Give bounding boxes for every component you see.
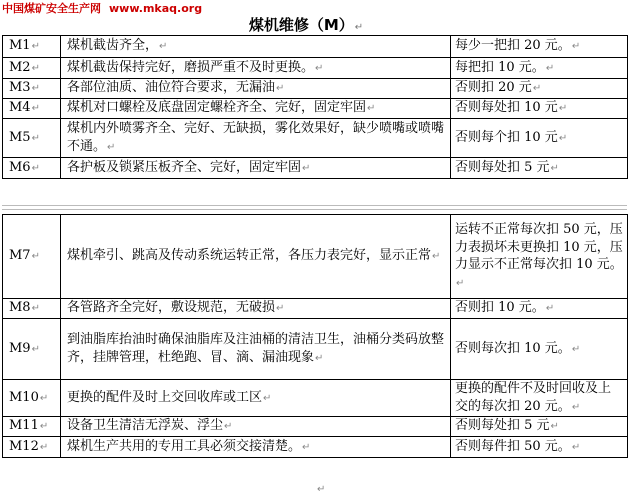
table-row <box>3 119 628 158</box>
paragraph-mark-icon: ↵ <box>224 421 233 433</box>
requirement-cell <box>61 79 451 99</box>
requirement-cell-text: 更换的配件及时上交回收库或工区 <box>67 389 263 405</box>
penalty-cell-text: 每少一把扣 20 元。 <box>455 38 571 54</box>
code-cell-text: M12 <box>9 438 39 454</box>
table-row <box>3 319 628 380</box>
page-divider <box>2 209 627 210</box>
penalty-cell-text: 否则扣 10 元。 <box>455 300 545 316</box>
table-row <box>3 417 628 437</box>
requirement-cell-text: 各护板及锁紧压板齐全、完好，固定牢固 <box>67 159 302 175</box>
code-cell <box>3 417 61 437</box>
code-cell <box>3 99 61 119</box>
penalty-cell-text: 否则扣 20 元 <box>455 80 532 96</box>
code-cell <box>3 299 61 319</box>
code-cell-text: M6 <box>9 159 31 175</box>
code-cell <box>3 58 61 79</box>
requirement-cell-text: 煤机生产共用的专用工具必须交接清楚。 <box>67 438 302 454</box>
penalty-cell <box>451 58 628 79</box>
code-cell-text: M1 <box>9 38 31 54</box>
paragraph-mark-icon: ↵ <box>159 41 168 53</box>
code-cell <box>3 79 61 99</box>
code-cell <box>3 380 61 417</box>
requirement-cell-text: 煤机对口螺栓及底盘固定螺栓齐全、完好，固定牢固 <box>67 100 367 116</box>
code-cell-text: M8 <box>9 300 31 316</box>
penalty-cell <box>451 158 628 179</box>
table-row <box>3 437 628 458</box>
paragraph-mark-icon: ↵ <box>571 401 581 413</box>
penalty-cell-text: 否则每处扣 5 元 <box>455 418 550 434</box>
paragraph-mark-icon: ↵ <box>302 441 311 453</box>
paragraph-mark-icon: ↵ <box>276 303 285 315</box>
penalty-cell <box>451 36 628 58</box>
penalty-cell <box>451 119 628 158</box>
paragraph-mark-icon: ↵ <box>315 62 324 74</box>
table-row <box>3 158 628 179</box>
requirement-cell-text: 煤机牵引、跳高及传动系统运转正常，各压力表完好，显示正常 <box>67 248 432 264</box>
penalty-cell <box>451 99 628 119</box>
paragraph-mark-icon: ↵ <box>550 421 559 433</box>
penalty-cell-text: 每把扣 10 元。 <box>455 59 545 75</box>
paragraph-mark-icon: ↵ <box>31 41 40 53</box>
paragraph-mark-icon: ↵ <box>31 343 40 355</box>
code-cell-text: M2 <box>9 59 31 75</box>
requirement-cell-text: 煤机截齿保持完好，磨损严重不及时更换。 <box>67 59 315 75</box>
penalty-cell <box>451 79 628 99</box>
paragraph-mark-icon: ↵ <box>276 83 285 95</box>
requirement-cell <box>61 380 451 417</box>
requirement-cell <box>61 58 451 79</box>
paragraph-mark-icon: ↵ <box>31 251 40 263</box>
paragraph-mark-icon: ↵ <box>39 441 49 453</box>
paragraph-mark-icon: ↵ <box>571 41 581 53</box>
penalty-cell <box>451 319 628 380</box>
requirement-cell <box>61 119 451 158</box>
code-cell <box>3 215 61 299</box>
paragraph-mark-icon: ↵ <box>545 303 555 315</box>
paragraph-mark-icon: ↵ <box>545 62 555 74</box>
paragraph-mark-icon: ↵ <box>31 303 40 315</box>
paragraph-mark-icon: ↵ <box>31 162 40 174</box>
requirement-cell <box>61 437 451 458</box>
table-row <box>3 99 628 119</box>
penalty-cell-text: 否则每个扣 10 元 <box>455 129 558 145</box>
penalty-cell <box>451 417 628 437</box>
paragraph-mark-icon: ↵ <box>532 83 542 95</box>
code-cell-text: M11 <box>9 418 39 434</box>
penalty-cell-text: 更换的配件不及时回收及上交的每次扣 20 元。 <box>455 381 612 414</box>
paragraph-mark-icon: ↵ <box>315 352 324 364</box>
paragraph-mark-icon: ↵ <box>456 277 465 289</box>
penalty-cell <box>451 437 628 458</box>
paragraph-mark-icon: ↵ <box>432 251 441 263</box>
table-row <box>3 380 628 417</box>
requirement-cell-text: 设备卫生清洁无浮炭、浮尘 <box>67 418 224 434</box>
table-row <box>3 299 628 319</box>
paragraph-mark-icon: ↵ <box>550 162 559 174</box>
code-cell-text: M9 <box>9 340 31 356</box>
penalty-cell-text: 否则每次扣 10 元。 <box>455 340 571 356</box>
penalty-cell-text: 否则每处扣 10 元 <box>455 100 558 116</box>
paragraph-mark-icon: ↵ <box>39 392 49 404</box>
code-cell <box>3 437 61 458</box>
paragraph-mark-icon: ↵ <box>367 103 376 115</box>
paragraph-mark-icon: ↵ <box>31 83 40 95</box>
paragraph-mark-icon: ↵ <box>558 132 568 144</box>
paragraph-mark-icon: ↵ <box>354 22 364 33</box>
requirement-cell <box>61 319 451 380</box>
code-cell <box>3 158 61 179</box>
requirement-cell <box>61 158 451 179</box>
site-name: 中国煤矿安全生产网 <box>2 2 101 15</box>
paragraph-mark-icon: ↵ <box>31 62 40 74</box>
paragraph-mark-icon: ↵ <box>302 162 311 174</box>
page-divider <box>2 205 627 206</box>
requirement-cell <box>61 215 451 299</box>
code-cell-text: M3 <box>9 80 31 96</box>
code-cell-text: M4 <box>9 100 31 116</box>
paragraph-mark-icon: ↵ <box>571 441 581 453</box>
requirement-cell <box>61 299 451 319</box>
penalty-cell <box>451 380 628 417</box>
penalty-cell <box>451 299 628 319</box>
code-cell-text: M10 <box>9 389 39 405</box>
requirement-cell-text: 煤机内外喷雾齐全、完好、无缺损，雾化效果好，缺少喷嘴或喷嘴不通。 <box>67 121 445 154</box>
penalty-cell-text: 否则每处扣 5 元 <box>455 159 550 175</box>
requirement-cell <box>61 99 451 119</box>
table-row <box>3 215 628 299</box>
paragraph-mark-icon: ↵ <box>317 484 326 495</box>
requirement-cell-text: 各部位油质、油位符合要求，无漏油 <box>67 80 276 96</box>
maintenance-table-top <box>2 35 628 179</box>
paragraph-mark-icon: ↵ <box>31 132 40 144</box>
paragraph-mark-icon: ↵ <box>107 141 116 153</box>
code-cell <box>3 36 61 58</box>
requirement-cell-text: 煤机截齿齐全， <box>67 38 159 54</box>
requirement-cell-text: 到油脂库抬油时确保油脂库及注油桶的清洁卫生，油桶分类码放整齐，挂牌管理，杜绝跑、冒、滴、漏油现象 <box>67 332 445 365</box>
paragraph-mark-icon: ↵ <box>571 343 581 355</box>
requirement-cell-text: 各管路齐全完好，敷设规范，无破损 <box>67 300 276 316</box>
maintenance-table-bottom <box>2 214 628 458</box>
paragraph-mark-icon: ↵ <box>39 421 49 433</box>
paragraph-mark-icon: ↵ <box>263 392 272 404</box>
table-row <box>3 58 628 79</box>
penalty-cell-text: 否则每件扣 50 元。 <box>455 438 571 454</box>
table-row <box>3 36 628 58</box>
site-url[interactable]: www.mkaq.org <box>109 2 203 15</box>
penalty-cell-text: 运转不正常每次扣 50 元，压力表损坏未更换扣 10 元，压力显示不正常每次扣 10 元。 <box>455 222 623 272</box>
penalty-cell <box>451 215 628 299</box>
requirement-cell <box>61 417 451 437</box>
code-cell-text: M7 <box>9 248 31 264</box>
code-cell <box>3 119 61 158</box>
table-row <box>3 79 628 99</box>
title-text: 煤机维修（M） <box>248 16 354 34</box>
page-title <box>0 14 612 35</box>
paragraph-mark-icon: ↵ <box>558 103 568 115</box>
code-cell <box>3 319 61 380</box>
paragraph-mark-icon: ↵ <box>31 103 40 115</box>
requirement-cell <box>61 36 451 58</box>
code-cell-text: M5 <box>9 129 31 145</box>
